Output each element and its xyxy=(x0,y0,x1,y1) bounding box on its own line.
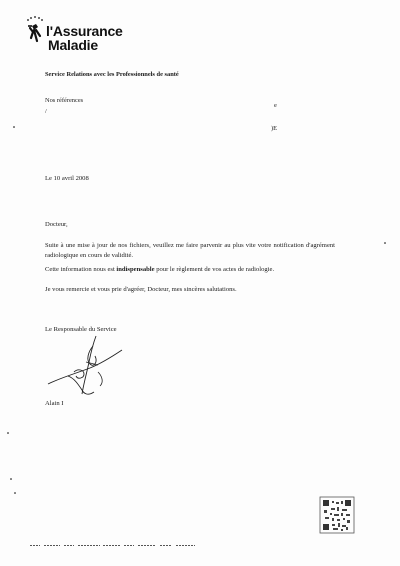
paragraph-importance-end: pour le règlement de vos actes de radiologie. xyxy=(154,266,275,273)
barcode-stamp-icon xyxy=(319,496,355,534)
letter-date: Le 10 avril 2008 xyxy=(45,175,89,182)
logo-line-2: Maladie xyxy=(48,37,98,53)
logo-text xyxy=(46,24,123,52)
responsible-title: Le Responsable du Service xyxy=(45,326,117,333)
paragraph-request: Suite à une mise à jour de nos fichiers, veuillez me faire parvenir au plus vite votre notification d'agrément radiologique en cours de validité. xyxy=(45,242,335,259)
scan-speck xyxy=(384,242,386,244)
service-heading: Service Relations avec les Professionnels de santé xyxy=(45,71,179,78)
handwritten-signature xyxy=(38,332,128,402)
address-fragment-1: e xyxy=(274,102,277,109)
salutation: Docteur, xyxy=(45,221,68,228)
paragraph-importance-emphasis: indispensable xyxy=(116,266,155,273)
references-value: / xyxy=(45,108,47,115)
paragraph-closing: Je vous remercie et vous prie d'agréer, Docteur, mes sincères salutations. xyxy=(45,286,237,293)
scan-speck xyxy=(7,432,9,434)
assurance-maladie-logo xyxy=(22,14,142,56)
paragraph-importance xyxy=(45,266,345,273)
scan-speck xyxy=(14,492,16,494)
logo-line-1: l'Assurance xyxy=(46,23,123,39)
footer-print-marks xyxy=(30,544,195,547)
references-label: Nos références xyxy=(45,97,84,104)
paragraph-importance-start: Cette information nous est xyxy=(45,266,117,273)
address-fragment-2: )E xyxy=(271,125,278,132)
signer-name: Alain I xyxy=(45,400,64,407)
scan-speck xyxy=(10,478,12,480)
scan-speck xyxy=(13,126,15,128)
